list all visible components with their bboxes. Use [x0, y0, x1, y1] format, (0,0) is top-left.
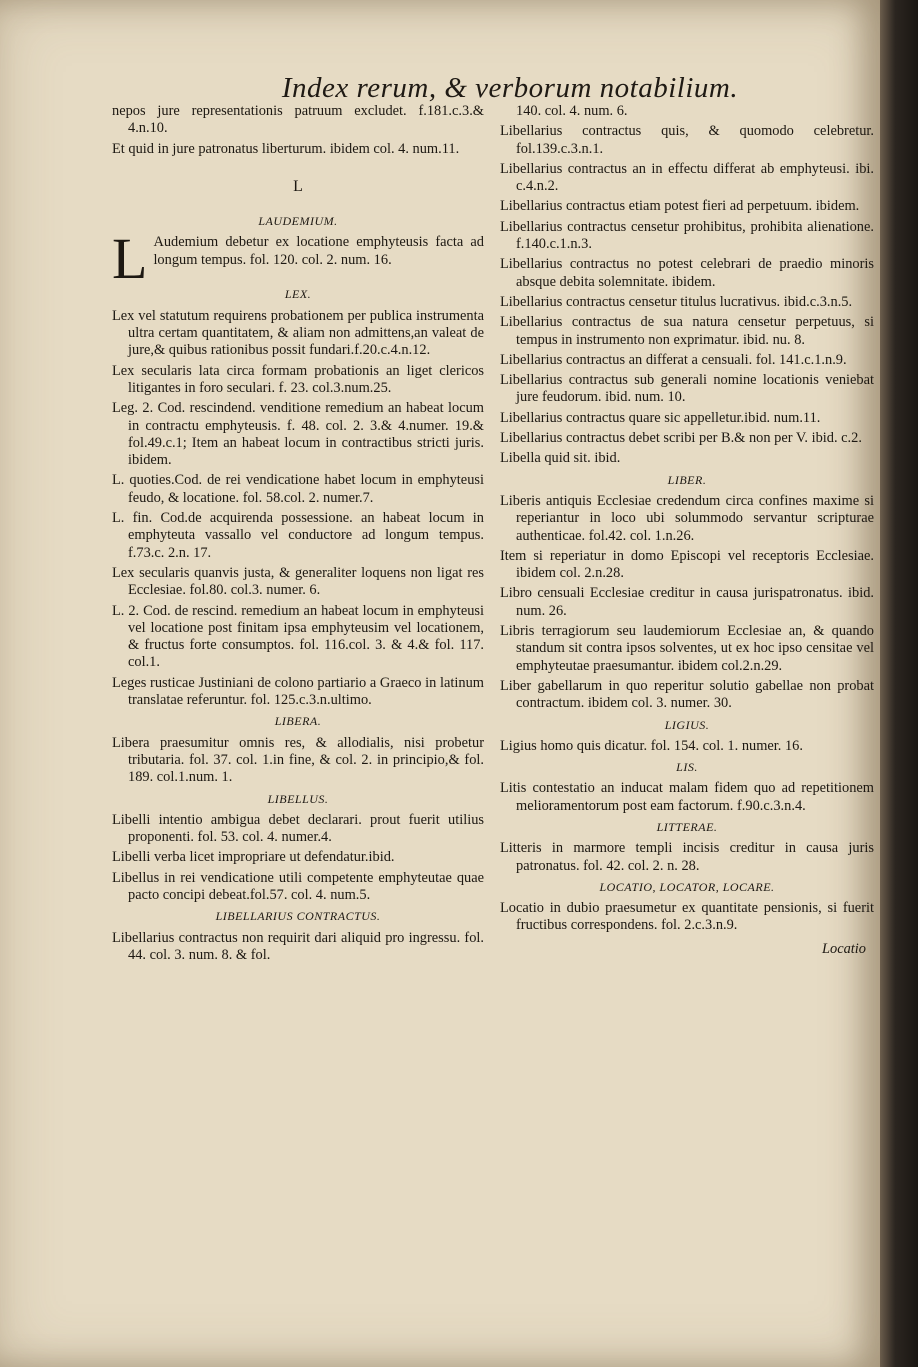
index-entry: Libellarius contractus quare sic appelletur.ibid. num.11.: [500, 409, 821, 426]
page-header: Index rerum, & verborum notabilium.: [281, 72, 739, 104]
index-entry: Libellarius contractus quis, & quomodo celebretur. fol.139.c.3.n.1.: [500, 123, 874, 157]
laudemium-text: Audemium debetur ex locatione emphyteusis facta ad longum tempus. fol. 120. col. 2. num. 16.: [153, 234, 484, 268]
page-edge: [880, 0, 918, 1367]
index-entry: L. fin. Cod.de acquirenda possessione. an habeat locum in emphyteuta vassallo vel conductore ad longum tempus. f.73.c. 2.n. 17.: [112, 510, 484, 561]
heading-lex: LEX.: [284, 287, 312, 302]
index-entry: Libellarius contractus censetur prohibitus, prohibita alienatione. f.140.c.1.n.3.: [500, 218, 874, 253]
heading-libera: LIBERA.: [274, 714, 322, 729]
section-letter: L: [293, 177, 303, 195]
index-entry: Libellarius contractus an differat a censuali. fol. 141.c.1.n.9.: [500, 351, 847, 368]
index-entry: Libellarius contractus an in effectu differat ab emphyteusi. ibi. c.4.n.2.: [500, 160, 874, 195]
index-entry: Libella quid sit. ibid.: [500, 450, 621, 467]
index-entry: Libera praesumitur omnis res, & allodialis, nisi probetur tributaria. fol. 37. col. 1.in fine, & col. 2. in principio,& fol. 189. col.1.num. 1.: [112, 734, 484, 786]
index-entry: Libellus in rei vendicatione utili competente emphyteutae quae pacto concipi debeat.fol.57. col. 4. num.5.: [112, 869, 484, 903]
index-entry: Libris terragiorum seu laudemiorum Ecclesiae an, & quando standum sit contra ipsos solventes, ut ex hoc ipso censitae vel emphyteutae praesumantur. ibidem col.2.n.29.: [500, 623, 874, 674]
index-entry: Locatio in dubio praesumetur ex quantitate pensionis, si fuerit fructibus correspondens. fol. 2.c.3.n.9.: [500, 900, 874, 934]
index-entry: Leg. 2. Cod. rescindend. venditione remedium an habeat locum in contractu emphyteusis. f. 48. col. 2. 3.& 4.numer. 19.& fol.49.c.1; Item an habeat locum in contractibus stricti juris. ibidem.: [112, 400, 484, 469]
index-entry: Libellarius contractus debet scribi per B.& non per V. ibid. c.2.: [500, 430, 862, 447]
heading-litterae: LITTERAE.: [656, 819, 718, 834]
index-entry: Libro censuali Ecclesiae creditur in causa jurispatronatus. ibid. num. 26.: [500, 585, 874, 619]
index-entry: Libelli intentio ambigua debet declarari. prout fuerit utilius proponenti. fol. 53. col. 4. numer.4.: [112, 811, 484, 846]
index-entry: Item si reperiatur in domo Episcopi vel receptoris Ecclesiae. ibidem col. 2.n.28.: [500, 547, 874, 582]
index-entry: Leges rusticae Justiniani de colono partiario a Graeco in latinum translatae referuntur. fol. 125.c.3.n.ultimo.: [112, 674, 484, 709]
index-entry: Liberis antiquis Ecclesiae credendum circa confines maxime si reperiantur in loco ubi solummodo servantur scripturae authenticae. fol.42. col. 1.n.26.: [500, 492, 874, 544]
index-entry: Libellarius contractus sub generali nomine locationis veniebat jure feudorum. ibid. num. 10.: [500, 372, 874, 406]
index-entry: Liber gabellarum in quo reperitur solutio gabellae non probat contractum. ibidem col. 3. numer. 30.: [500, 677, 874, 712]
index-entry: Libelli verba licet impropriare ut defendatur.ibid.: [112, 849, 395, 866]
heading-locatio: LOCATIO, LOCATOR, LOCARE.: [599, 879, 775, 894]
index-entry: Litis contestatio an inducat malam fidem quo ad repetitionem melioramentorum post eam factorum. f.90.c.3.n.4.: [500, 780, 874, 814]
heading-ligius: LIGIUS.: [664, 717, 710, 732]
index-entry: Litteris in marmore templi incisis creditur in causa juris patronatus. fol. 42. col. 2. n. 28.: [500, 840, 874, 874]
index-entry: Et quid in jure patronatus liberturum. ibidem col. 4. num.11.: [112, 140, 460, 157]
index-entry: Libellarius contractus no potest celebrari de praedio minoris absque debita solemnitate. ibidem.: [500, 256, 874, 290]
heading-libellus: LIBELLUS.: [267, 791, 329, 806]
index-entry: Lex secularis lata circa formam probationis an liget clericos litigantes in foro seculari. f. 23. col.3.num.25.: [112, 362, 484, 396]
left-column: [112, 103, 484, 967]
index-entry: Ligius homo quis dicatur. fol. 154. col. 1. numer. 16.: [500, 737, 803, 754]
heading-libellarius: LIBELLARIUS CONTRACTUS.: [215, 909, 381, 924]
laudemium-entry: [112, 226, 484, 292]
index-entry: Lex secularis quanvis justa, & generaliter loquens non ligat res Ecclesiae. fol.80. col.3. numer. 6.: [112, 564, 484, 599]
index-entry: Libellarius contractus de sua natura censetur perpetuus, si tempus in instrumento non exprimatur. ibid. nu. 8.: [500, 314, 874, 348]
heading-laudemium: LAUDEMIUM.: [258, 214, 338, 229]
heading-lis: LIS.: [676, 760, 698, 775]
catchword: Locatio: [822, 940, 866, 957]
index-entry: nepos jure representationis patruum excludet. f.181.c.3.& 4.n.10.: [112, 103, 484, 137]
continuation-line: 140. col. 4. num. 6.: [516, 103, 628, 119]
index-entry: Lex vel statutum requirens probationem per publica instrumenta ultra certam quantitatem, & aliam non admittens,an valeat de jure,& quibus rationibus possit fundari.f.20.c.4.n.12.: [112, 307, 484, 359]
index-entry: Libellarius contractus etiam potest fieri ad perpetuum. ibidem.: [500, 198, 860, 215]
drop-cap: L: [112, 226, 148, 292]
right-column: [500, 103, 874, 958]
index-entry: Libellarius contractus censetur titulus lucrativus. ibid.c.3.n.5.: [500, 293, 853, 310]
index-entry: L. quoties.Cod. de rei vendicatione habet locum in emphyteusi feudo, & locatione. fol. 58.col. 2. numer.7.: [112, 472, 484, 506]
index-entry: L. 2. Cod. de rescind. remedium an habeat locum in emphyteusi vel locatione post finitam ipsa emphyteusim vel locationem, & fructus forte consumptos. fol. 116.col. 3. & 4.& fol. 117. col.1.: [112, 602, 484, 671]
index-entry: Libellarius contractus non requirit dari aliquid pro ingressu. fol. 44. col. 3. num. 8. & fol.: [112, 929, 484, 963]
heading-liber: LIBER.: [667, 472, 707, 487]
